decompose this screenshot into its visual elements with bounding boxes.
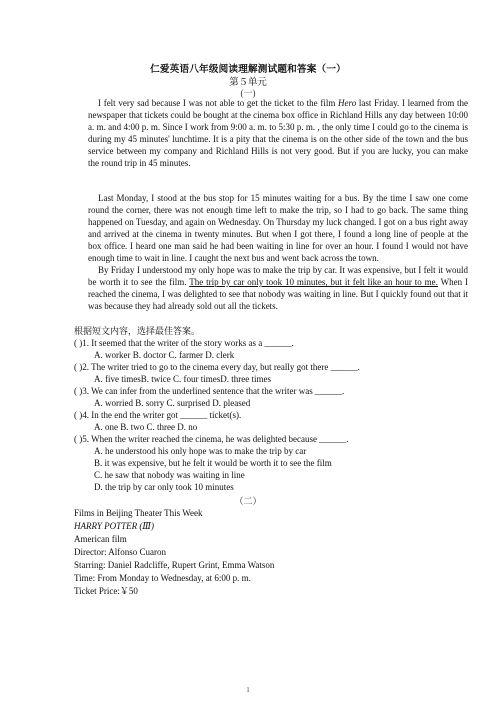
question-2-stem: ( )2. The writer tried to go to the cinema every day, but really got there ______. bbox=[74, 362, 360, 372]
unit-heading: 第５单元 bbox=[229, 78, 267, 88]
film-type: American film bbox=[74, 534, 127, 544]
question-3-options: A. worried B. sorry C. surprised D. pleased bbox=[94, 398, 251, 408]
page-title: 仁爱英语八年级阅读理解测试题和答案（一） bbox=[150, 64, 346, 75]
question-1-options: A. worker B. doctor C. farmer D. clerk bbox=[94, 350, 235, 360]
question-2-options: A. five timesB. twice C. four timesD. three times bbox=[94, 374, 271, 384]
section-marker-2: （二） bbox=[234, 496, 262, 506]
question-5-option-a: A. he understood his only hope was to make the trip by car bbox=[94, 446, 307, 456]
film-starring: Starring: Daniel Radcliffe, Rupert Grint, Emma Watson bbox=[74, 560, 275, 570]
question-5-option-d: D. the trip by car only took 10 minutes bbox=[94, 482, 234, 492]
section-marker-1: (一) bbox=[240, 88, 256, 98]
ticket-price: Ticket Price:￥50 bbox=[74, 586, 138, 596]
underlined-sentence: The trip by car only took 10 minutes, but it felt like an hour to me. bbox=[189, 276, 438, 287]
page-number: 1 bbox=[246, 686, 250, 694]
instruction: 根据短文内容，选择最佳答案。 bbox=[74, 326, 201, 336]
passage1-paragraph-3: By Friday I understood my only hope was to make the trip by car. It was expensive, but I felt it would be worth it to see the film. The trip by car only took 10 minutes, but it felt like an hour to me. When I reached the cinema, I was delighted to see that nobody was waiting in line. But I quickly found out that it was because they had already sold out all the tickets. bbox=[88, 265, 468, 311]
question-1-stem: ( )1. It seemed that the writer of the story works as a ______. bbox=[74, 338, 294, 348]
question-3-stem: ( )3. We can infer from the underlined sentence that the writer was ______. bbox=[74, 386, 345, 396]
film-title: HARRY POTTER (Ⅲ) bbox=[74, 521, 155, 531]
passage1-paragraph-2: Last Monday, I stood at the bus stop for 15 minutes waiting for a bus. By the time I saw one come round the corner, there was not enough time left to make the trip, so I had to go back. The same thing happened on Tuesday, and again on Wednesday. On Thursday my luck changed. I got on a bus right away and arrived at the cinema in twenty minutes. But when I got there, I found a long line of people at the box office. I heard one man said he had been waiting in line for over an hour. I found I would not have enough time to wait in line. I caught the next bus and went back across the town. bbox=[88, 193, 468, 263]
film-director: Director: Alfonso Cuaron bbox=[74, 547, 166, 557]
question-4-options: A. one B. two C. three D. no bbox=[94, 422, 198, 432]
question-5-option-c: C. he saw that nobody was waiting in line bbox=[94, 470, 245, 480]
section2-heading: Films in Beijing Theater This Week bbox=[74, 508, 203, 518]
film-name: Hero bbox=[338, 98, 357, 108]
film-time: Time: From Monday to Wednesday, at 6:00 p. m. bbox=[74, 573, 251, 583]
question-5-stem: ( )5. When the writer reached the cinema, he was delighted because ______. bbox=[74, 434, 349, 444]
question-5-option-b: B. it was expensive, but he felt it would be worth it to see the film bbox=[94, 458, 332, 468]
question-4-stem: ( )4. In the end the writer got ______ ticket(s). bbox=[74, 410, 242, 420]
passage1-paragraph-1: I felt very sad because I was not able to get the ticket to the film Hero last Friday. I learned from the newspaper that tickets could be bought at the cinema box office in Richland Hills any day between 10:00 a. m. and 4:00 p. m. Since I work from 9:00 a. m. to 5:30 p. m. , the only time I could go to the cinema is during my 45 minutes' lunchtime. It is a pity that the cinema is on the other side of the town and the bus service between my company and Richland Hills is not very good. But if you are lucky, you can make the round trip in 45 minutes. bbox=[88, 98, 468, 168]
